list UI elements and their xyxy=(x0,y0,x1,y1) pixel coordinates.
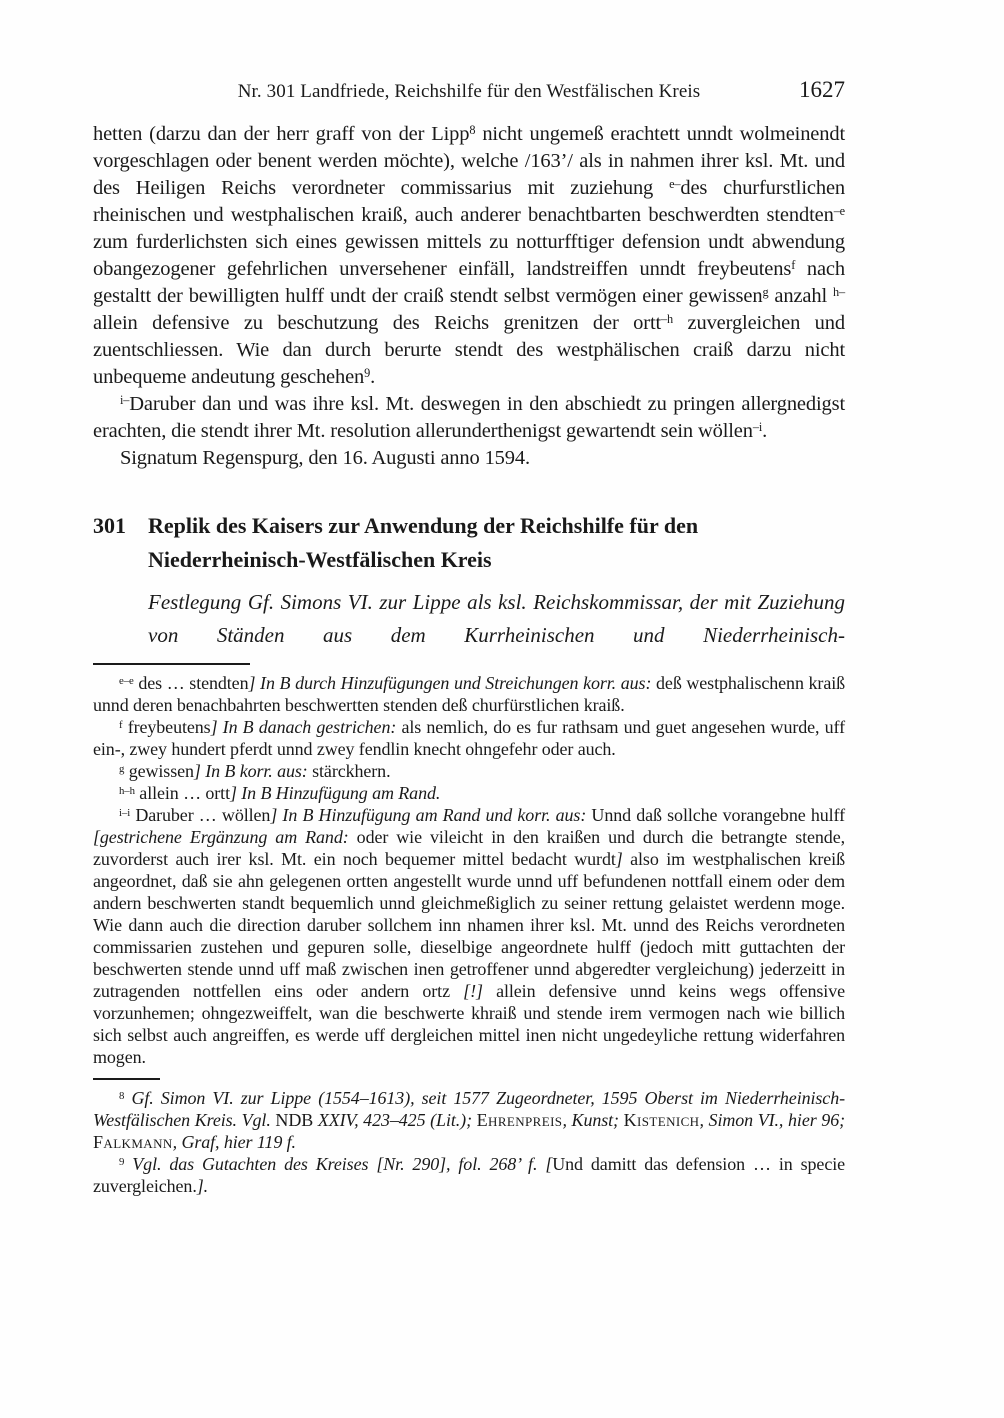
page-number: 1627 xyxy=(799,77,845,102)
document-number: 301 xyxy=(93,513,126,538)
apparatus-note-g: $^g$ gewissen] In B korr. aus: stärckhern. xyxy=(119,761,391,781)
section-heading xyxy=(93,509,845,577)
body-paragraph: $^{i-}$Daruber dan und was ihre ksl. Mt. deswegen in den abschiedt zu pringen allergnedigst erachten, die stendt ihrer Mt. resolution allerunderthenigst gewartendt sein wöllen$^{-i}$. xyxy=(93,392,845,442)
main-text xyxy=(93,121,845,472)
critical-apparatus xyxy=(93,672,845,1068)
regest-summary: Festlegung Gf. Simons VI. zur Lippe als ksl. Reichskommissar, der mit Zuziehung von Ständen aus dem Kurrheinischen und Niederrheinisch- xyxy=(148,590,845,647)
dateline: Signatum Regenspurg, den 16. Augusti anno 1594. xyxy=(120,447,530,469)
footnote-9: $^9$ Vgl. das Gutachten des Kreises [Nr. 290], fol. 268’ f. [Und damitt das defension … in specie zuvergleichen.]. xyxy=(93,1154,845,1196)
footnote-8: $^8$ Gf. Simon VI. zur Lippe (1554–1613), seit 1577 Zugeordneter, 1595 Oberst im Niederrheinisch-Westfälischen Kreis. Vgl. NDB XXIV, 423–425 (Lit.); Ehrenpreis, Kunst; Kistenich, Simon VI., hier 96; Falkmann, Graf, hier 119 f. xyxy=(93,1088,845,1152)
text-block xyxy=(93,0,845,1197)
page-header xyxy=(93,77,845,106)
apparatus-note-f: $^f$ freybeutens] In B danach gestrichen: als nemlich, do es fur rathsam und guet angesehen wurde, uff ein-, zwey hundert pferdt unnd zwey fendlin knecht ohngefehr oder auch. xyxy=(93,717,846,759)
apparatus-note-i: $^{i-i}$ Daruber … wöllen] In B Hinzufügung am Rand und korr. aus: Unnd daß sollche vorangebne hulff [gestrichene Ergänzung am Rand: oder wie vileicht in den kraißen und durch die betrangte stende, zuvorderst auch irer ksl. Mt. ein noch bequemer mittel bedacht wurdt] also im westphalischen kreiß angeordnet, daß sie ahn gelegenen ortten angestellt wurde unnd uff befundenen nottfall einem oder dem andern beschwerten standt bequemlich unnd gleichmeßiglich zu seiner rettung gelaistet werdenn moge. Wie dann auch die direction daruber sollchem inn nhamen ihrer ksl. Mt. unnd des Reichs verordneten commissarien zustehen und gepuren solle, dieselbige angeordnete hulff (jedoch mitt guttachten der beschwerten stende unnd uff maß zwischen inen getroffener unnd abgeredter vergleichung) jederzeitt in zutragenden nottfellen eins oder andern ortz [!] allein defensive unnd keins wegs offensive vorzunhemen; ohngezweiffelt, wan die beschwerte khraiß und stende irem vermogen nach wie billich sich selbst auch angreiffen, es werde uff dergleichen mittel inen nicht ungedeyliche rettung widerfahren mogen. xyxy=(93,805,846,1067)
running-head: Nr. 301 Landfriede, Reichshilfe für den Westfälischen Kreis xyxy=(237,81,701,102)
apparatus-note-h: $^{h-h}$ allein … ortt] In B Hinzufügung am Rand. xyxy=(119,783,441,803)
body-paragraph: hetten (darzu dan der herr graff von der Lipp$^8$ nicht ungemeß erachtett unndt wolmeinendt vorgeschlagen oder benent werden möchte), welche /163’/ als in nahmen ihrer ksl. Mt. und des Heiligen Reichs verordneter commissarius mit zuziehung $^{e-}$des churfurstlichen rheinischen und westphalischen kraiß, auch anderer benachtbarten beschwerdten stendten$^{-e}$ zum furderlichsten sich eines gewissen mittels zu notturfftiger defension undt abwendung obangezogener gefehrlichen unversehener einfäll, landstreiffen unndt freybeutens$^f$ nach gestaltt der bewilligten hulff undt der craiß stendt selbst vermögen einer gewissen$^g$ anzahl $^{h-}$allein defensive zu beschutzung des Reichs grenitzen der ortt$^{-h}$ zuvergleichen und zuentschliessen. Wie dan durch berurte stendt des westphälischen craiß darzu nicht unbequeme andeutung geschehen$^9$. xyxy=(93,122,845,388)
apparatus-note-e: $^{e-e}$ des … stendten] In B durch Hinzufügungen und Streichungen korr. aus: deß westphalischenn kraiß unnd deren benachbahrten beschwertten stenden deß churfürstlichen kraiß. xyxy=(93,673,846,715)
numbered-footnotes xyxy=(93,1087,845,1197)
footnote-separator xyxy=(93,663,250,665)
footnote-separator-short xyxy=(93,1078,160,1080)
document-title: Replik des Kaisers zur Anwendung der Reichshilfe für den Niederrheinisch-Westfälischen Kreis xyxy=(148,513,699,572)
